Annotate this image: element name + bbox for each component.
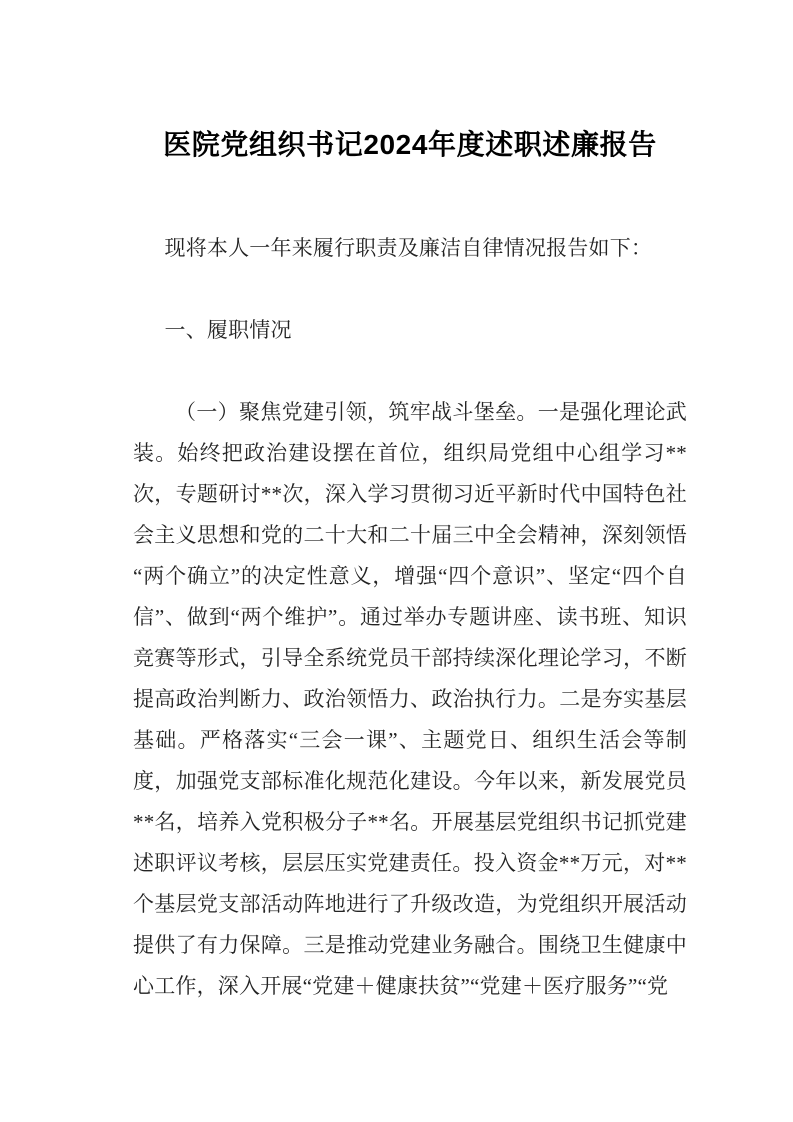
section-heading-one: 一、履职情况 (164, 318, 292, 342)
paragraph-gap (133, 269, 687, 310)
document-body (133, 228, 687, 1007)
document-title: 医院党组织书记2024年度述职述廉报告 (163, 129, 657, 160)
section-one-paragraph-one: （一）聚焦党建引领，筑牢战斗堡垒。一是强化理论武装。始终把政治建设摆在首位，组织局党组中心组学习**次，专题研讨**次，深入学习贯彻习近平新时代中国特色社会主义思想和党的二十大和二十届三中全会精神，深刻领悟“两个确立”的决定性意义，增强“四个意识”、坚定“四个自信”、做到“两个维护”。通过举办专题讲座、读书班、知识竞赛等形式，引导全系统党员干部持续深化理论学习，不断提高政治判断力、政治领悟力、政治执行力。二是夯实基层基础。严格落实“三会一课”、主题党日、组织生活会等制度，加强党支部标准化规范化建设。今年以来，新发展党员**名，培养入党积极分子**名。开展基层党组织书记抓党建述职评议考核，层层压实党建责任。投入资金**万元，对**个基层党支部活动阵地进行了升级改造，为党组织开展活动提供了有力保障。三是推动党建业务融合。围绕卫生健康中心工作，深入开展“党建＋健康扶贫”“党建＋医疗服务”“党 (133, 400, 687, 998)
paragraph-gap (133, 351, 687, 392)
intro-paragraph: 现将本人一年来履行职责及廉洁自律情况报告如下： (164, 236, 653, 260)
